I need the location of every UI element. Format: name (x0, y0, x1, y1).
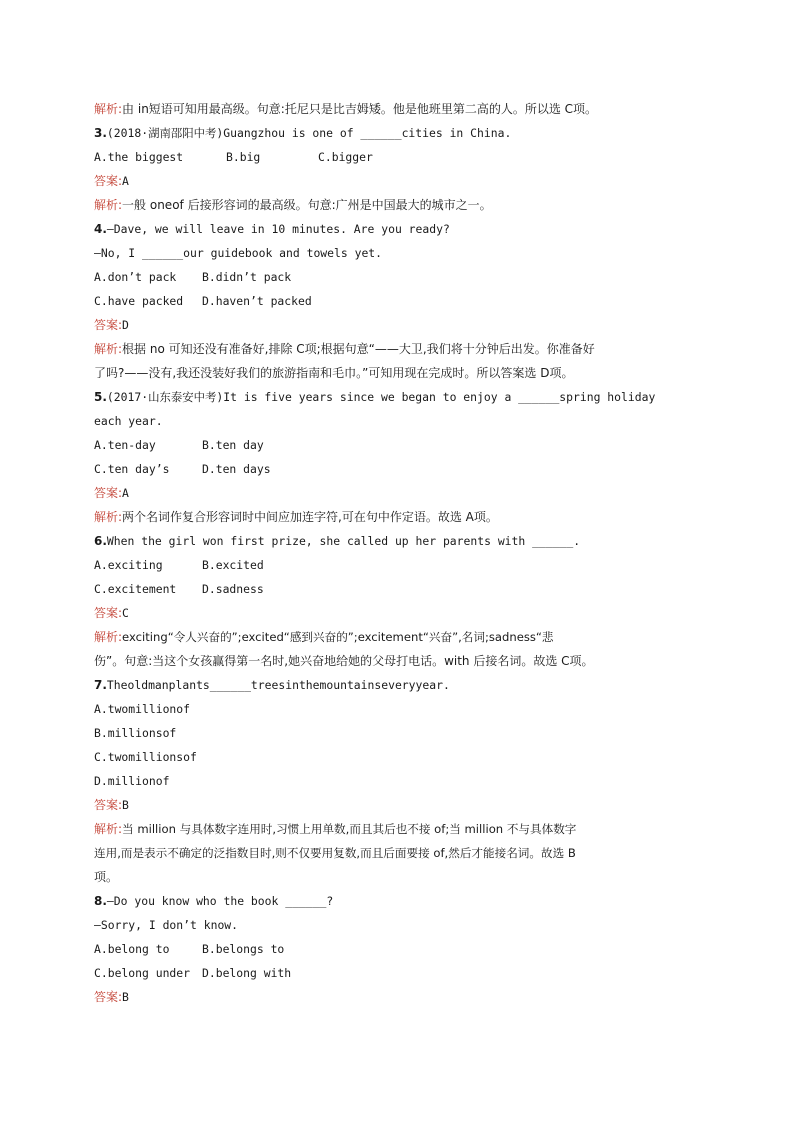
analysis-label: 解析: (94, 510, 123, 524)
q5-analysis: 解析:两个名词作复合形容词时中间应加连字符,可在句中作定语。故选 A项。 (94, 510, 498, 524)
q7-answer: 答案:B (94, 798, 129, 812)
q4-analysis: 解析:根据 no 可知还没有准备好,排除 C项;根据句意“——大卫,我们将十分钟后出发。你准备好 (94, 342, 595, 356)
q6-answer: 答案:C (94, 606, 129, 620)
q7-option-b: B.millionsof (94, 726, 177, 740)
q5-option-a: A.ten-day (94, 438, 156, 452)
q8-options-ab (94, 937, 724, 961)
answer-label: 答案: (94, 486, 123, 500)
q4-option-b: B.didn’t pack (202, 270, 292, 284)
q8-stem: 8.—Do you know who the book ______? (94, 894, 334, 908)
q6-option-b: B.excited (202, 558, 264, 572)
q5-answer: 答案:A (94, 486, 129, 500)
q8-option-b: B.belongs to (202, 942, 285, 956)
q6-options-cd (94, 577, 724, 601)
q5-option-d: D.ten days (202, 462, 271, 476)
q7-analysis: 解析:当 million 与具体数字连用时,习惯上用单数,而且其后也不接 of;当 million 不与具体数字 (94, 822, 577, 836)
q8-stem-line2: —Sorry, I don’t know. (94, 918, 239, 932)
q5-options-cd (94, 457, 724, 481)
q3-option-c: C.bigger (318, 150, 373, 164)
analysis-label: 解析: (94, 822, 123, 836)
q4-stem-line2: —No, I ______our guidebook and towels yet. (94, 246, 383, 260)
q4-stem: 4.—Dave, we will leave in 10 minutes. Are you ready? (94, 222, 450, 236)
q4-analysis-line2: 了吗?——没有,我还没装好我们的旅游指南和毛巾。”可知用现在完成时。所以答案选 D项。 (94, 366, 574, 380)
answer-label: 答案: (94, 318, 123, 332)
q8-option-d: D.belong with (202, 966, 292, 980)
q3-stem: 3.(2018·湖南邵阳中考)Guangzhou is one of ______cities in China. (94, 126, 512, 140)
q6-option-c: C.excitement (94, 582, 177, 596)
q6-option-d: D.sadness (202, 582, 264, 596)
answer-label: 答案: (94, 798, 123, 812)
q5-option-c: C.ten day’s (94, 462, 170, 476)
q6-option-a: A.exciting (94, 558, 163, 572)
q4-option-a: A.don’t pack (94, 270, 177, 284)
q4-option-d: D.haven’t packed (202, 294, 312, 308)
answer-label: 答案: (94, 990, 123, 1004)
q7-option-c: C.twomillionsof (94, 750, 197, 764)
q3-options (94, 145, 724, 169)
q8-option-a: A.belong to (94, 942, 170, 956)
q2-analysis: 解析:由 in短语可知用最高级。句意:托尼只是比吉姆矮。他是他班里第二高的人。所以选 C项。 (94, 102, 598, 116)
analysis-label: 解析: (94, 630, 123, 644)
q8-option-c: C.belong under (94, 966, 191, 980)
q6-stem: 6.When the girl won first prize, she called up her parents with ______. (94, 534, 581, 548)
q8-answer: 答案:B (94, 990, 129, 1004)
q7-option-d: D.millionof (94, 774, 170, 788)
analysis-label: 解析: (94, 342, 123, 356)
q5-options-ab (94, 433, 724, 457)
q5-stem: 5.(2017·山东泰安中考)It is five years since we began to enjoy a ______spring holiday (94, 390, 656, 404)
q4-options-ab (94, 265, 724, 289)
q7-option-a: A.twomillionof (94, 702, 191, 716)
q7-analysis-line2: 连用,而是表示不确定的泛指数目时,则不仅要用复数,而且后面要接 of,然后才能接名词。故选 B (94, 846, 576, 860)
answer-label: 答案: (94, 174, 123, 188)
q5-stem-line2: each year. (94, 414, 163, 428)
q7-analysis-line3: 项。 (94, 870, 119, 884)
analysis-label: 解析: (94, 198, 123, 212)
q6-analysis-line2: 伤”。句意:当这个女孩赢得第一名时,她兴奋地给她的父母打电话。with 后接名词。故选 C项。 (94, 654, 594, 668)
q6-options-ab (94, 553, 724, 577)
q7-stem: 7.Theoldmanplants______treesinthemountainseveryyear. (94, 678, 450, 692)
q6-analysis: 解析:exciting“令人兴奋的”;excited“感到兴奋的”;excitement“兴奋”,名词;sadness“悲 (94, 630, 554, 644)
q4-option-c: C.have packed (94, 294, 184, 308)
answer-label: 答案: (94, 606, 123, 620)
q5-option-b: B.ten day (202, 438, 264, 452)
analysis-label: 解析: (94, 102, 123, 116)
q4-answer: 答案:D (94, 318, 129, 332)
q4-options-cd (94, 289, 724, 313)
q3-option-a: A.the biggest (94, 150, 184, 164)
q3-analysis: 解析:一般 oneof 后接形容词的最高级。句意:广州是中国最大的城市之一。 (94, 198, 492, 212)
q8-options-cd (94, 961, 724, 985)
q3-answer: 答案:A (94, 174, 129, 188)
q3-option-b: B.big (226, 150, 261, 164)
